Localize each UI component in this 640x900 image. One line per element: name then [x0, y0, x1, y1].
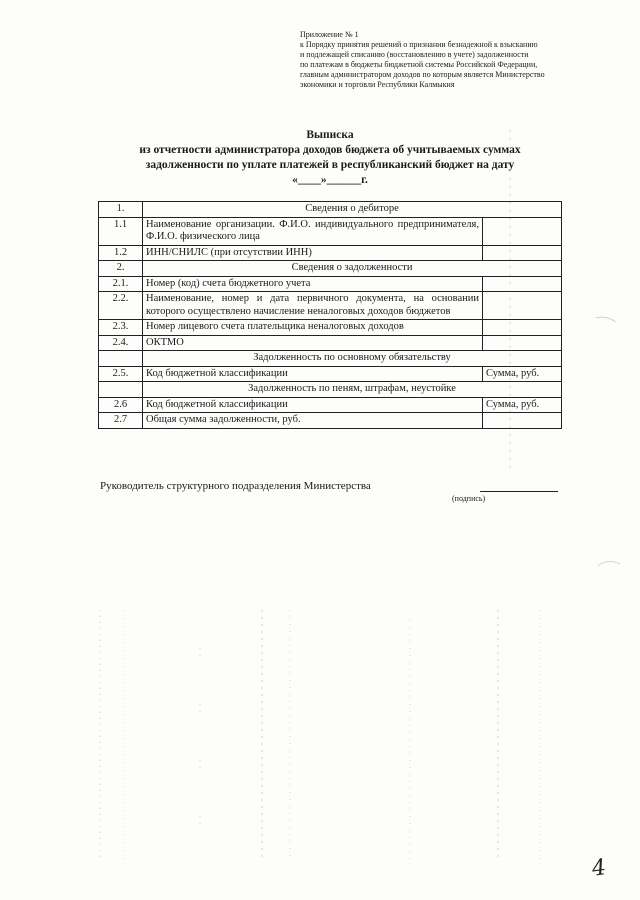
scan-mark — [596, 317, 616, 322]
table-row — [99, 397, 562, 413]
row-number: 2.7 — [99, 413, 143, 429]
annex-line: и подлежащей списанию (восстановлению в учете) задолженности — [300, 50, 529, 59]
title-line: Выписка — [306, 129, 354, 141]
row-value-cell — [483, 245, 562, 261]
row-label: Наименование, номер и дата первичного документа, на основании которого осуществлено начисление неналоговых доходов бюджетов — [143, 292, 483, 320]
table-row — [99, 276, 562, 292]
table-row — [99, 320, 562, 336]
row-number: 2.1. — [99, 276, 143, 292]
section-heading: Сведения о дебиторе — [143, 202, 562, 218]
row-number: 1.1 — [99, 217, 143, 245]
row-number: 2.2. — [99, 292, 143, 320]
table-row — [99, 382, 562, 398]
document-title — [100, 128, 560, 188]
row-number: 2.6 — [99, 397, 143, 413]
row-value-cell — [483, 335, 562, 351]
table-row — [99, 245, 562, 261]
row-value-cell — [483, 320, 562, 336]
table-row — [99, 413, 562, 429]
row-number: 2.5. — [99, 366, 143, 382]
row-value-cell: Сумма, руб. — [483, 397, 562, 413]
row-number: 2. — [99, 261, 143, 277]
annex-line: по платежам в бюджеты бюджетной системы Российской Федерации, — [300, 60, 538, 69]
subsection-heading: Задолженность по основному обязательству — [143, 351, 562, 367]
row-number — [99, 382, 143, 398]
row-value-cell — [483, 217, 562, 245]
row-label: Номер (код) счета бюджетного учета — [143, 276, 483, 292]
title-date-line: «____»______г. — [292, 174, 368, 186]
row-label: Общая сумма задолженности, руб. — [143, 413, 483, 429]
table-row — [99, 261, 562, 277]
row-number: 2.4. — [99, 335, 143, 351]
signature-line — [480, 491, 558, 492]
annex-line: к Порядку принятия решений о признании безнадежной к взысканию — [300, 40, 538, 49]
row-value-cell — [483, 292, 562, 320]
table-row — [99, 202, 562, 218]
row-label: Номер лицевого счета плательщика неналоговых доходов — [143, 320, 483, 336]
row-label: ИНН/СНИЛС (при отсутствии ИНН) — [143, 245, 483, 261]
table-row — [99, 292, 562, 320]
debt-statement-table — [98, 201, 562, 429]
row-label: Код бюджетной классификации — [143, 366, 483, 382]
title-line: задолженности по уплате платежей в республиканский бюджет на дату — [145, 159, 515, 171]
annex-header — [300, 30, 620, 90]
row-value-cell — [483, 276, 562, 292]
signature-caption: (подпись) — [452, 494, 486, 503]
row-number: 2.3. — [99, 320, 143, 336]
section-heading: Сведения о задолженности — [143, 261, 562, 277]
annex-line: Приложение № 1 — [300, 30, 359, 39]
row-label: Наименование организации. Ф.И.О. индивидуального предпринимателя, Ф.И.О. физического лица — [143, 217, 483, 245]
row-number: 1. — [99, 202, 143, 218]
title-line: из отчетности администратора доходов бюджета об учитываемых суммах — [139, 144, 521, 156]
signatory-label: Руководитель структурного подразделения Министерства — [100, 480, 371, 492]
handwritten-page-number: 4 — [590, 855, 608, 882]
table-row — [99, 335, 562, 351]
table-row — [99, 217, 562, 245]
scan-mark — [598, 561, 620, 566]
row-label: ОКТМО — [143, 335, 483, 351]
row-value-cell: Сумма, руб. — [483, 366, 562, 382]
row-number — [99, 351, 143, 367]
annex-line: экономики и торговли Республики Калмыкия — [300, 80, 455, 89]
annex-line: главным администратором доходов по которым является Министерство — [300, 70, 545, 79]
row-number: 1.2 — [99, 245, 143, 261]
row-label: Код бюджетной классификации — [143, 397, 483, 413]
table-row — [99, 351, 562, 367]
subsection-heading: Задолженность по пеням, штрафам, неустойке — [143, 382, 562, 398]
row-value-cell — [483, 413, 562, 429]
table-row — [99, 366, 562, 382]
